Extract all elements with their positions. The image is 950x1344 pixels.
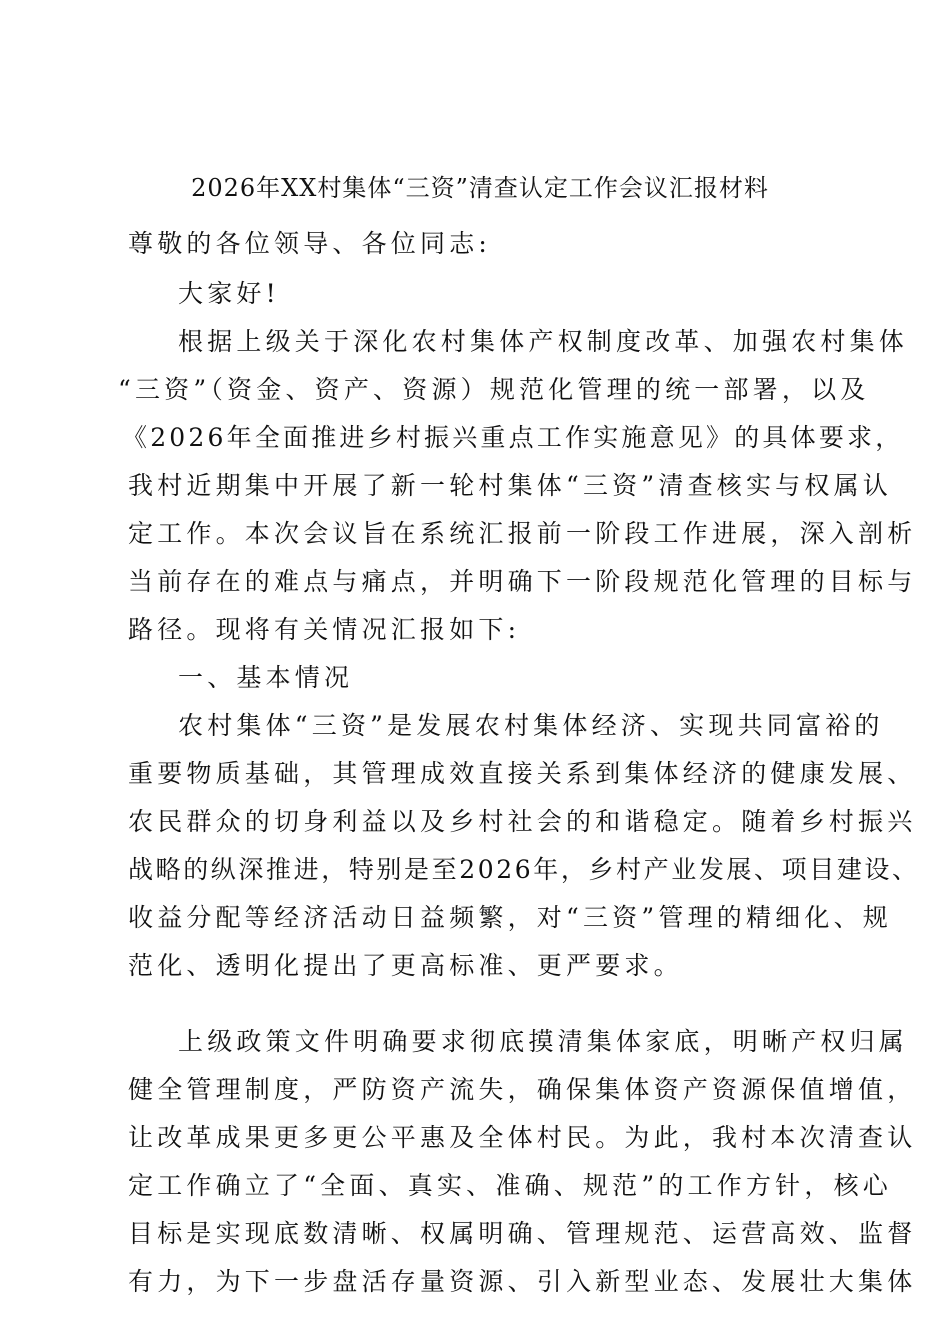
greeting: 大家好! (178, 279, 280, 308)
paragraph-line: 定工作确立了“全面、真实、准确、规范”的工作方针，核心 (128, 1171, 892, 1200)
salutation: 尊敬的各位领导、各位同志: (128, 229, 492, 258)
paragraph-line: 路径。现将有关情况汇报如下: (128, 615, 521, 644)
paragraph-line: 农民群众的切身利益以及乡村社会的和谐稳定。随着乡村振兴 (128, 807, 917, 836)
paragraph-line: 健全管理制度，严防资产流失，确保集体资产资源保值增值， (128, 1075, 917, 1104)
paragraph-line: 我村近期集中开展了新一轮村集体“三资”清查核实与权属认 (128, 471, 892, 500)
paragraph-line: 战略的纵深推进，特别是至2026年，乡村产业发展、项目建设、 (128, 855, 920, 884)
paragraph-line: 上级政策文件明确要求彻底摸清集体家底，明晰产权归属 (178, 1027, 909, 1056)
paragraph-line: 根据上级关于深化农村集体产权制度改革、加强农村集体 (178, 327, 909, 356)
paragraph-line: 收益分配等经济活动日益频繁，对“三资”管理的精细化、规 (128, 903, 892, 932)
paragraph-line: 重要物质基础，其管理成效直接关系到集体经济的健康发展、 (128, 759, 917, 788)
paragraph-line: 定工作。本次会议旨在系统汇报前一阶段工作进展，深入剖析 (128, 519, 917, 548)
paragraph-line: 范化、透明化提出了更高标准、更严要求。 (128, 951, 683, 980)
paragraph-line: 让改革成果更多更公平惠及全体村民。为此，我村本次清查认 (128, 1123, 917, 1152)
section-heading: 一、基本情况 (178, 663, 354, 692)
paragraph-line: 农村集体“三资”是发展农村集体经济、实现共同富裕的 (178, 711, 884, 740)
paragraph-line: “三资”（资金、资产、资源）规范化管理的统一部署，以及 (118, 375, 870, 404)
paragraph-line: 当前存在的难点与痛点，并明确下一阶段规范化管理的目标与 (128, 567, 917, 596)
paragraph-line: 有力，为下一步盘活存量资源、引入新型业态、发展壮大集体 (128, 1267, 917, 1296)
paragraph-line: 目标是实现底数清晰、权属明确、管理规范、运营高效、监督 (128, 1219, 917, 1248)
paragraph-line: 《2026年全面推进乡村振兴重点工作实施意见》的具体要求， (122, 423, 904, 452)
document-title: 2026年XX村集体“三资”清查认定工作会议汇报材料 (191, 174, 769, 202)
